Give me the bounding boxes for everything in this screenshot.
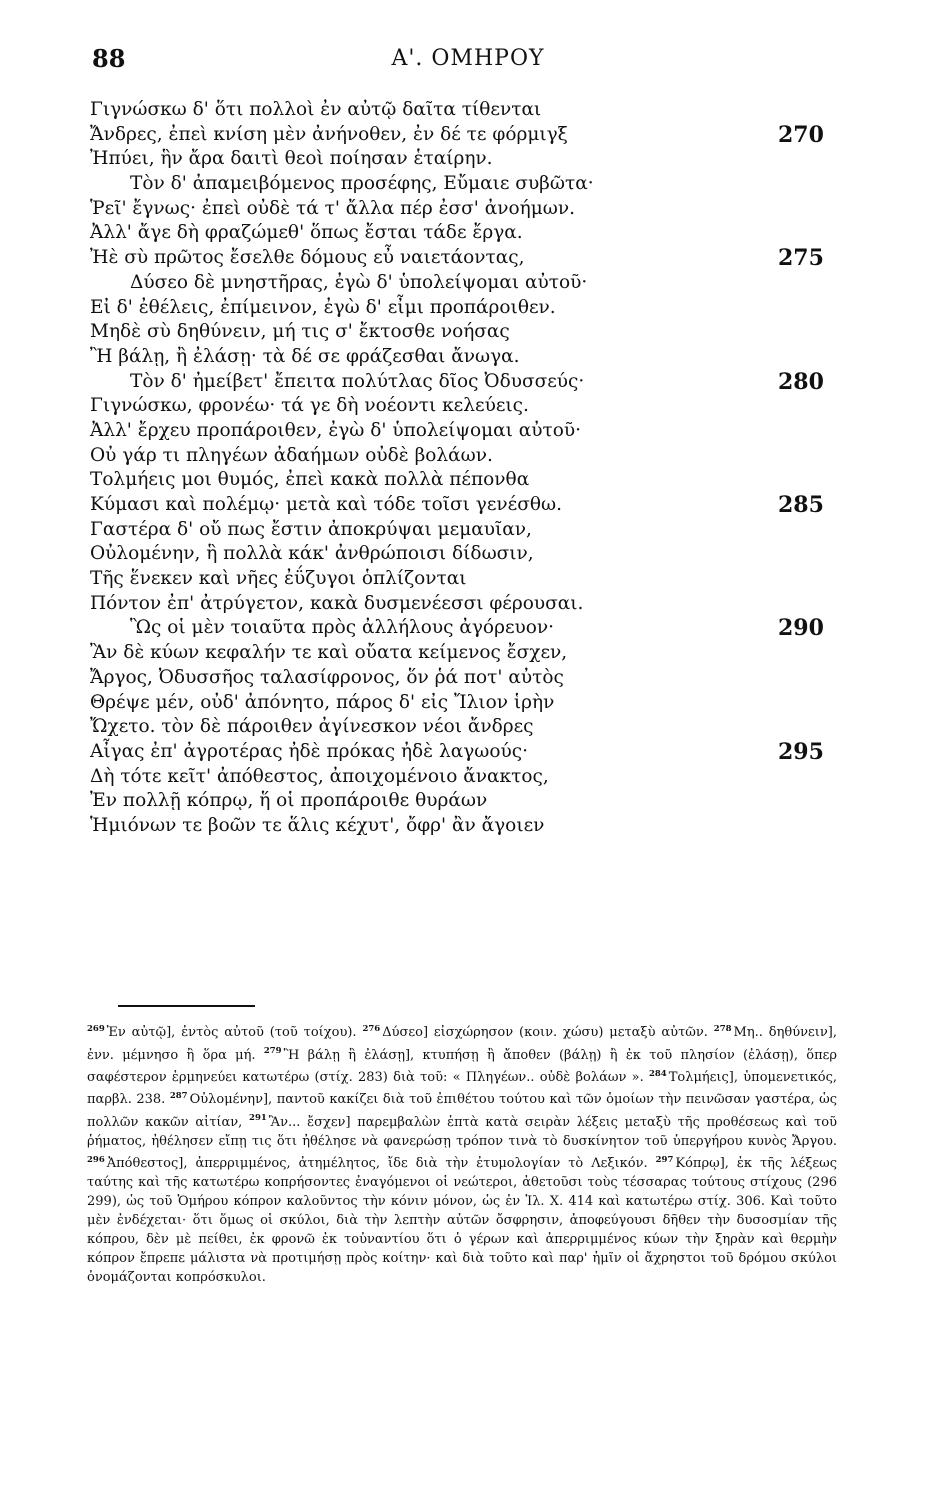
line-number: 295 <box>778 738 824 765</box>
verse-line <box>90 444 830 469</box>
verse-line <box>90 468 830 493</box>
verse-line <box>90 740 830 765</box>
verse-text: Γαστέρα δ' οὔ πως ἔστιν ἀποκρύψαι μεμαυῖαν, <box>90 518 532 540</box>
verse-line <box>90 518 830 543</box>
verse-text: Ἐν πολλῇ κόπρῳ, ἥ οἱ προπάροιθε θυράων <box>90 790 488 812</box>
footnote-text: Ἐν αὐτῷ], ἐντὸς αὐτοῦ (τοῦ τοίχου). <box>106 1025 357 1041</box>
footnote <box>362 1025 707 1040</box>
footnote-ref: 269 <box>87 1024 105 1034</box>
verse-line <box>90 221 830 246</box>
verse-text: Ἠὲ σὺ πρῶτος ἔσελθε δόμους εὖ ναιετάοντας, <box>90 247 525 269</box>
footnote-text: Δύσεο] εἰσχώρησον (κοιν. χώσυ) μεταξὺ αὐτῶν. <box>382 1025 708 1041</box>
footnote-ref: 287 <box>169 1090 188 1101</box>
verse-line <box>90 147 830 172</box>
footnote-ref: 297 <box>655 1154 674 1165</box>
page-header <box>92 44 844 84</box>
footnote-text: Οὐλομένην], παντοῦ κακίζει διὰ τοῦ ἐπιθέτου τούτου καὶ τῶν ὁμοίων τὴν πεινῶσαν γαστέρα, ὡς πολλῶν κακῶν αἰτίαν, <box>87 1092 837 1130</box>
footnote-divider <box>118 1005 255 1007</box>
running-title: Α'. ΟΜΗΡΟΥ <box>391 46 545 71</box>
verse-line <box>90 691 830 716</box>
verse-line <box>90 567 830 592</box>
verse-line <box>90 765 830 790</box>
footnote-text: Κόπρῳ], ἐκ τῆς λέξεως ταύτης καὶ τῆς κατωτέρω κοπρήσοντες ἐναγόμενοι οἱ νεώτεροι, ἀθετοῦσι τοὺς τέσσαρας τούτους στίχους (296 299), ὡς τοῦ Ὁμήρου κόπρον καλοῦντος τὴν κόνιν μόνον, ὡς ἐν Ἰλ. Χ. 414 καὶ κατωτέρω στίχ. 306. Καὶ τοῦτο μὲν ἐνδέχεται· ὅτι ὅμως οἱ σκύλοι, διὰ τὴν λεπτὴν αὐτῶν ὄσφρησιν, ἀποφεύγουσι δῆθεν τὴν δυσοσμίαν τῆς κόπρου, δὲν μὲ πείθει, ἐκ φρονῶ ἐκ τοὐναντίου ὅτι ὁ γέρων καὶ ἀπερριμμένος κύων τὴν ξηρὰν καὶ θερμὴν κόπρον ἔπρεπε μάλιστα νὰ προτιμήσῃ πρὸς κοίτην· καὶ διὰ τοῦτο καὶ παρ' ἡμῖν οἱ ἄχρηστοι τοῦ δρόμου σκύλοι ὀνομάζονται κοπρόσκυλοι. <box>87 1155 838 1285</box>
footnote-text: Τολμήεις], ὑπομενετικός, παρβλ. 238. <box>87 1069 837 1108</box>
verse-text: Οὐλομένην, ἣ πολλὰ κάκ' ἀνθρώποισι δίδωσιν, <box>90 543 534 565</box>
verse-line <box>90 172 830 197</box>
verse-line <box>90 394 830 419</box>
verse-line <box>90 246 830 271</box>
verse-text: Ἄργος, Ὀδυσσῆος ταλασίφρονος, ὅν ῥά ποτ' αὐτὸς <box>90 666 564 688</box>
verse-block <box>90 98 830 839</box>
verse-text: Δὴ τότε κεῖτ' ἀπόθεστος, ἀποιχομένοιο ἄνακτος, <box>90 765 549 787</box>
verse-text: Ὤχετο. τὸν δὲ πάροιθεν ἀγίνεσκον νέοι ἄνδρες <box>90 716 534 738</box>
verse-text: Μηδὲ σὺ δηθύνειν, μή τις σ' ἔκτοσθε νοήσας <box>90 321 510 343</box>
verse-text: Γιγνώσκω, φρονέω· τά γε δὴ νοέοντι κελεύεις. <box>90 395 529 417</box>
verse-text: Ἠπύει, ἣν ἄρα δαιτὶ θεοὶ ποίησαν ἑταίρην. <box>90 148 493 170</box>
verse-text: Δύσεο δὲ μνηστῆρας, ἐγὼ δ' ὑπολείψομαι αὐτοῦ· <box>130 271 588 293</box>
footnote-ref: 278 <box>713 1024 732 1034</box>
verse-text: Γιγνώσκω δ' ὅτι πολλοὶ ἐν αὐτῷ δαῖτα τίθενται <box>90 99 542 120</box>
footnote-ref: 291 <box>249 1113 267 1124</box>
footnote-text: Ἢ βάλῃ ἢ ἐλάσῃ], κτυπήσῃ ἢ ἄποθεν (βάλῃ) ἢ ἐκ τοῦ πλησίον (ἐλάσῃ), ὅπερ σαφέστερον ἑρμηνεύει κατωτέρω (στίχ. 283) διὰ τοῦ: « Πληγέων.. οὐδὲ βολάων ». <box>87 1047 837 1085</box>
footnote-ref: 284 <box>648 1068 667 1079</box>
verse-line <box>90 542 830 567</box>
verse-text: Ἢ βάλῃ, ἢ ἐλάσῃ· τὰ δέ σε φράζεσθαι ἄνωγα. <box>90 345 520 367</box>
line-number: 285 <box>778 492 824 518</box>
line-number: 290 <box>778 615 824 642</box>
verse-text: Ῥεῖ' ἔγνως· ἐπεὶ οὐδὲ τά τ' ἄλλα πέρ ἐσσ' ἀνοήμων. <box>90 197 575 219</box>
verse-line <box>90 345 830 370</box>
verse-text: Τὸν δ' ἠμείβετ' ἔπειτα πολύτλας δῖος Ὀδυσσεύς· <box>130 370 585 392</box>
verse-text: Οὐ γάρ τι πληγέων ἀδαήμων οὐδὲ βολάων. <box>90 444 493 466</box>
verse-text: Ἡμιόνων τε βοῶν τε ἅλις κέχυτ', ὄφρ' ἂν ἄγοιεν <box>90 814 545 836</box>
verse-line <box>90 123 830 148</box>
verse-text: Κύμασι καὶ πολέμῳ· μετὰ καὶ τόδε τοῖσι γενέσθω. <box>90 494 562 515</box>
footnote <box>87 1156 648 1171</box>
verse-line <box>90 616 830 641</box>
verse-text: Εἰ δ' ἐθέλεις, ἐπίμεινον, ἐγὼ δ' εἶμι προπάροιθεν. <box>90 296 556 318</box>
footnote <box>87 1156 837 1285</box>
verse-text: Τῆς ἕνεκεν καὶ νῆες ἐΰζυγοι ὁπλίζονται <box>90 568 467 590</box>
verse-text: Τὸν δ' ἀπαμειβόμενος προσέφης, Εὔμαιε συβῶτα· <box>130 173 594 195</box>
footnote-ref: 296 <box>87 1154 105 1165</box>
verse-line <box>90 715 830 740</box>
verse-line <box>90 592 830 617</box>
footnote <box>87 1025 357 1040</box>
verse-line <box>90 419 830 444</box>
verse-line <box>90 789 830 814</box>
verse-text: Θρέψε μέν, οὐδ' ἀπόνητο, πάρος δ' εἰς Ἴλιον ἱρὴν <box>90 691 555 713</box>
footnote-ref: 276 <box>362 1024 381 1034</box>
verse-text: Ἀλλ' ἄγε δὴ φραζώμεθ' ὅπως ἔσται τάδε ἔργα. <box>90 222 523 244</box>
verse-text: Αἶγας ἐπ' ἀγροτέρας ἠδὲ πρόκας ἠδὲ λαγωούς· <box>90 740 528 762</box>
verse-text: Ἄνδρες, ἐπεὶ κνίση μὲν ἀνήνοθεν, ἐν δέ τε φόρμιγξ <box>90 123 568 145</box>
verse-line <box>90 814 830 839</box>
verse-line <box>90 320 830 345</box>
footnote-ref: 279 <box>263 1046 282 1057</box>
page-number: 88 <box>92 44 126 73</box>
verse-text: Ὣς οἱ μὲν τοιαῦτα πρὸς ἀλλήλους ἀγόρευον· <box>130 617 555 639</box>
verse-line <box>90 370 830 395</box>
footnotes <box>87 1020 837 1287</box>
verse-text: Ἀλλ' ἔρχευ προπάροιθεν, ἐγὼ δ' ὑπολείψομαι αὐτοῦ· <box>90 419 582 441</box>
verse-text: Ἂν δὲ κύων κεφαλήν τε καὶ οὔατα κείμενος ἔσχεν, <box>90 642 568 664</box>
line-number: 270 <box>778 121 824 148</box>
verse-line <box>90 197 830 222</box>
verse-text: Πόντον ἐπ' ἀτρύγετον, κακὰ δυσμενέεσσι φέρουσαι. <box>90 592 584 614</box>
footnote-text: Ἀπόθεστος], ἀπερριμμένος, ἀτημέλητος, ἴδε διὰ τὴν ἐτυμολογίαν τὸ Λεξικόν. <box>106 1155 648 1171</box>
verse-line <box>90 666 830 691</box>
verse-line <box>90 296 830 321</box>
footnote-text: Ἂν... ἔσχεν] παρεμβαλὼν ἑπτὰ κατὰ σειρὰν λέξεις μεταξὺ τῆς προθέσεως καὶ τοῦ ῥήματος, ἠθέλησεν εἴπῃ τις ὅτι ἠθέλησε νὰ φανερώσῃ τρόπον τινὰ τὸ δυσκίνητον τοῦ ὑπεργήρου κυνὸς Ἄργου. <box>87 1114 837 1149</box>
line-number: 280 <box>778 368 824 395</box>
verse-line <box>90 641 830 666</box>
verse-line <box>90 98 830 123</box>
line-number: 275 <box>778 245 824 272</box>
verse-line <box>90 493 830 518</box>
footnote-text: Μη.. δηθύνειν], ἐνν. μέμνησο ἢ ὅρα μή. <box>87 1025 837 1063</box>
verse-line <box>90 271 830 296</box>
verse-text: Τολμήεις μοι θυμός, ἐπεὶ κακὰ πολλὰ πέπονθα <box>90 469 530 491</box>
